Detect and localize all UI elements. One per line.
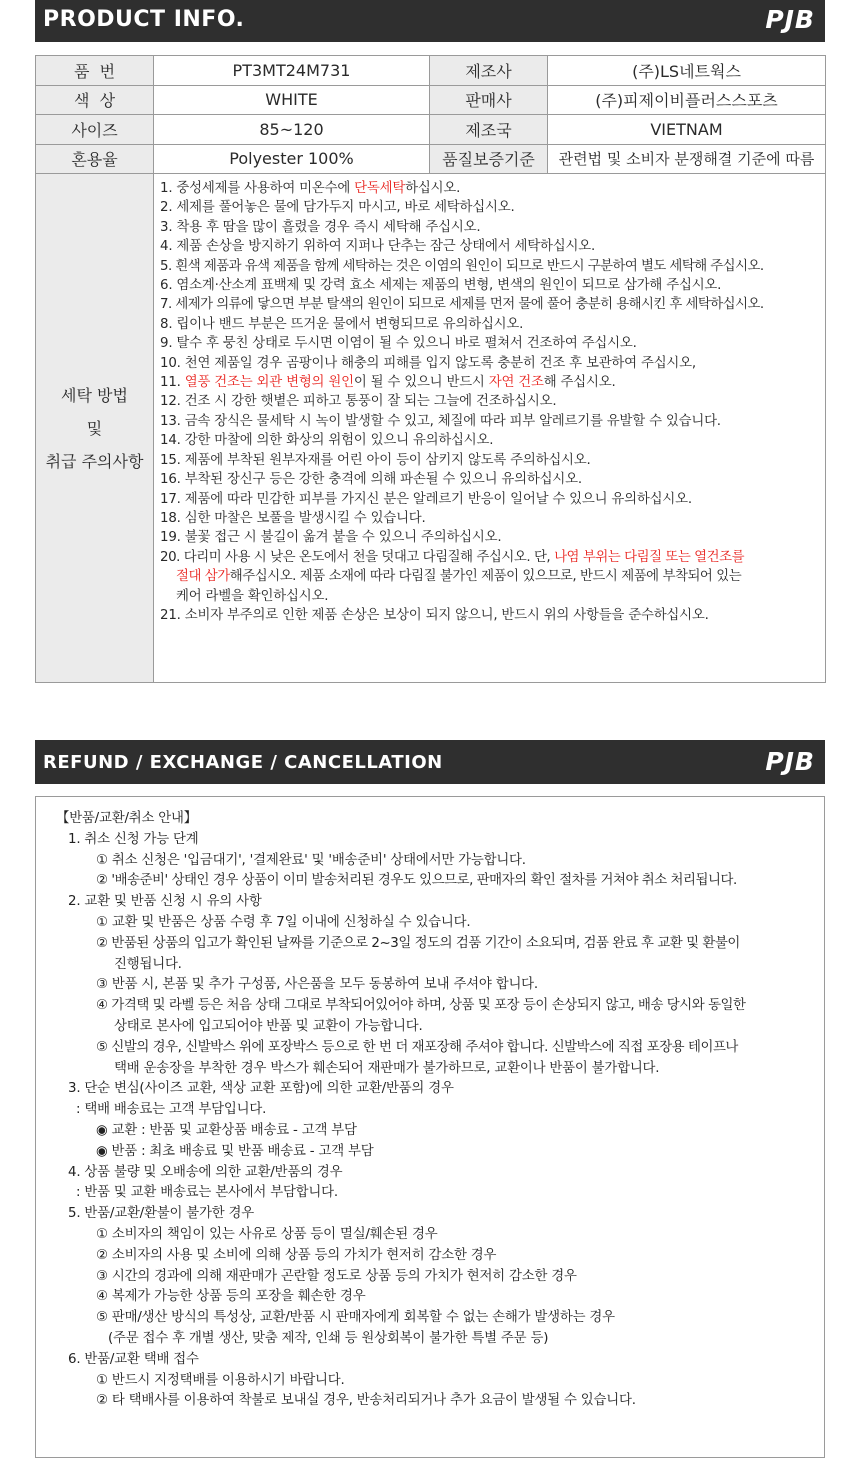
label-quality-standard: 품질보증기준: [430, 144, 548, 174]
refund-list: [56, 809, 746, 1412]
list-item: ④ 가격택 및 라벨 등은 처음 상태 그대로 부착되어있어야 하며, 상품 및 포장 등이 손상되지 않고, 배송 당시와 동일한: [96, 998, 746, 1014]
refund-title: REFUND / EXCHANGE / CANCELLATION: [43, 752, 443, 773]
table-row: [36, 115, 826, 145]
care-item-17: 17. 제품에 따라 민감한 피부를 가지신 분은 알레르기 반응이 일어날 수 있으니 유의하십시오.: [160, 491, 692, 507]
highlight-text: 나염 부위는 다림질 또는 열건조를: [554, 549, 745, 565]
care-item-18: 18. 심한 마찰은 보풀을 발생시킬 수 있습니다.: [160, 510, 426, 526]
care-item-19: 19. 불꽃 접근 시 불길이 옮겨 붙을 수 있으니 주의하십시오.: [160, 530, 502, 546]
label-country: 제조국: [430, 115, 548, 145]
refund-info-box: [35, 796, 825, 1458]
list-item: : 반품 및 교환 배송료는 본사에서 부담합니다.: [76, 1185, 338, 1201]
label-seller: 판매사: [430, 85, 548, 115]
list-item: ③ 시간의 경과에 의해 재판매가 곤란할 정도로 상품 등의 가치가 현저히 감소한 경우: [96, 1268, 577, 1284]
list-item: ① 반드시 지정택배를 이용하시기 바랍니다.: [96, 1372, 345, 1388]
list-item: : 택배 배송료는 고객 부담입니다.: [76, 1102, 267, 1118]
section-heading: 4. 상품 불량 및 오배송에 의한 교환/반품의 경우: [68, 1164, 343, 1180]
list-item: 택배 운송장을 부착한 경우 박스가 훼손되어 재판매가 불가하므로, 교환이나 반품이 불가합니다.: [114, 1060, 660, 1076]
care-item-13: 13. 금속 장식은 물세탁 시 녹이 발생할 수 있고, 체질에 따라 피부 알레르기를 유발할 수 있습니다.: [160, 413, 721, 429]
product-info-table: [35, 55, 826, 683]
care-item-16: 16. 부착된 장신구 등은 강한 충격에 의해 파손될 수 있으니 유의하십시오.: [160, 472, 582, 488]
care-item-4: 4. 제품 손상을 방지하기 위하여 지퍼나 단추는 잠근 상태에서 세탁하십시오.: [160, 239, 595, 255]
product-info-banner: [35, 0, 825, 42]
table-row: [36, 85, 826, 115]
care-item-3: 3. 착용 후 땀을 많이 흘렸을 경우 즉시 세탁해 주십시오.: [160, 219, 481, 235]
care-item-14: 14. 강한 마찰에 의한 화상의 위험이 있으니 유의하십시오.: [160, 433, 494, 449]
refund-heading: 【반품/교환/취소 안내】: [56, 811, 197, 826]
section-heading: 1. 취소 신청 가능 단계: [68, 831, 199, 847]
list-item: 상태로 본사에 입고되어야 반품 및 교환이 가능합니다.: [114, 1018, 423, 1034]
care-item-5: 5. 흰색 제품과 유색 제품을 함께 세탁하는 것은 이염의 원인이 되므로 반드시 구분하여 별도 세탁해 주십시오.: [160, 258, 764, 274]
list-item: (주문 접수 후 개별 생산, 맞춤 제작, 인쇄 등 원상회복이 불가한 특별 주문 등): [108, 1330, 549, 1346]
pjb-logo: PJB: [765, 747, 815, 776]
section-heading: 5. 반품/교환/환불이 불가한 경우: [68, 1206, 254, 1222]
list-item: ② '배송준비' 상태인 경우 상품이 이미 발송처리된 경우도 있으므로, 판매자의 확인 절차를 거쳐야 취소 처리됩니다.: [96, 873, 737, 889]
care-item-20: 20. 다리미 사용 시 낮은 온도에서 천을 덧대고 다림질해 주십시오. 단, 나염 부위는 다림질 또는 열건조를 절대 삼가해주십시오. 제품 소재에 따라 다림질 불가인 제품이 있으므로, 반드시 제품에 부착되어 있는 케어 라벨을 확인하십시오.: [160, 549, 745, 604]
care-list: [160, 179, 825, 625]
care-item-15: 15. 제품에 부착된 원부자재를 어린 아이 등이 삼키지 않도록 주의하십시오.: [160, 452, 591, 468]
care-item-6: 6. 염소계·산소계 표백제 및 강력 효소 세제는 제품의 변형, 변색의 원인이 되므로 삼가해 주십시오.: [160, 278, 722, 294]
label-product-number: 품 번: [36, 56, 154, 86]
table-row: [36, 174, 826, 683]
highlight-text: 절대 삼가: [176, 569, 230, 585]
section-heading: 3. 단순 변심(사이즈 교환, 색상 교환 포함)에 의한 교환/반품의 경우: [68, 1081, 454, 1097]
label-size: 사이즈: [36, 115, 154, 145]
care-item-2: 2. 세제를 풀어놓은 물에 담가두지 마시고, 바로 세탁하십시오.: [160, 200, 515, 216]
refund-banner: [35, 740, 825, 784]
pjb-logo: PJB: [765, 5, 815, 34]
list-item: ④ 복제가 가능한 상품 등의 포장을 훼손한 경우: [96, 1289, 366, 1305]
care-item-9: 9. 탈수 후 뭉친 상태로 두시면 이염이 될 수 있으니 바로 펼쳐서 건조하여 주십시오.: [160, 336, 637, 352]
value-quality-standard: 관련법 및 소비자 분쟁해결 기준에 따름: [548, 144, 826, 174]
value-size: 85~120: [154, 115, 430, 145]
list-item: ② 반품된 상품의 입고가 확인된 날짜를 기준으로 2~3일 정도의 검품 기간이 소요되며, 검품 완료 후 교환 및 환불이: [96, 935, 740, 951]
list-item: 진행됩니다.: [114, 956, 182, 972]
care-item-7: 7. 세제가 의류에 닿으면 부분 탈색의 원인이 되므로 세제를 먼저 물에 풀어 충분히 용해시킨 후 세탁하십시오.: [160, 297, 764, 313]
care-label-line3: 취급 주의사항: [45, 451, 144, 471]
value-country: VIETNAM: [548, 115, 826, 145]
care-instructions: [154, 174, 826, 683]
table-row: [36, 56, 826, 86]
value-seller: (주)피제이비플러스스포츠: [548, 85, 826, 115]
care-item-12: 12. 건조 시 강한 햇볕은 피하고 통풍이 잘 되는 그늘에 건조하십시오.: [160, 394, 557, 410]
value-product-number: PT3MT24M731: [154, 56, 430, 86]
product-info-title: PRODUCT INFO.: [43, 7, 245, 32]
care-item-10: 10. 천연 제품일 경우 곰팡이나 해충의 피해를 입지 않도록 충분히 건조 후 보관하여 주십시오,: [160, 355, 696, 371]
list-item: ② 소비자의 사용 및 소비에 의해 상품 등의 가치가 현저히 감소한 경우: [96, 1247, 497, 1263]
care-item-21: 21. 소비자 부주의로 인한 제품 손상은 보상이 되지 않으니, 반드시 위의 사항들을 준수하십시오.: [160, 607, 709, 623]
care-item-1: 1. 중성세제를 사용하여 미온수에 단독세탁하십시오.: [160, 181, 461, 196]
highlight-text: 열풍 건조는 외관 변형의 원인: [184, 375, 354, 391]
label-color: 색 상: [36, 85, 154, 115]
section-heading: 2. 교환 및 반품 신청 시 유의 사항: [68, 894, 262, 910]
list-item: ◉ 교환 : 반품 및 교환상품 배송료 - 고객 부담: [96, 1122, 357, 1138]
care-label: [36, 174, 154, 683]
care-item-8: 8. 립이나 밴드 부분은 뜨거운 물에서 변형되므로 유의하십시오.: [160, 316, 524, 332]
value-manufacturer: (주)LS네트웍스: [548, 56, 826, 86]
list-item: ① 교환 및 반품은 상품 수령 후 7일 이내에 신청하실 수 있습니다.: [96, 914, 471, 930]
section-heading: 6. 반품/교환 택배 접수: [68, 1351, 199, 1367]
label-manufacturer: 제조사: [430, 56, 548, 86]
list-item: ③ 반품 시, 본품 및 추가 구성품, 사은품을 모두 동봉하여 보내 주셔야 합니다.: [96, 977, 538, 993]
care-item-11: 11. 열풍 건조는 외관 변형의 원인이 될 수 있으니 반드시 자연 건조해 주십시오.: [160, 375, 616, 391]
table-row: [36, 144, 826, 174]
highlight-text: 단독세탁: [354, 181, 406, 196]
highlight-text: 자연 건조: [488, 375, 544, 391]
list-item: ② 타 택배사를 이용하여 착불로 보내실 경우, 반송처리되거나 추가 요금이 발생될 수 있습니다.: [96, 1393, 636, 1409]
label-material: 혼용율: [36, 144, 154, 174]
value-color: WHITE: [154, 85, 430, 115]
care-label-line2: 및: [86, 418, 103, 438]
value-material: Polyester 100%: [154, 144, 430, 174]
list-item: ① 소비자의 책임이 있는 사유로 상품 등이 멸실/훼손된 경우: [96, 1226, 438, 1242]
list-item: ⑤ 판매/생산 방식의 특성상, 교환/반품 시 판매자에게 회복할 수 없는 손해가 발생하는 경우: [96, 1310, 615, 1326]
list-item: ⑤ 신발의 경우, 신발박스 위에 포장박스 등으로 한 번 더 재포장해 주셔야 합니다. 신발박스에 직접 포장용 테이프나: [96, 1039, 738, 1055]
care-label-line1: 세탁 방법: [61, 385, 128, 405]
list-item: ① 취소 신청은 '입금대기', '결제완료' 및 '배송준비' 상태에서만 가능합니다.: [96, 852, 526, 868]
list-item: ◉ 반품 : 최초 배송료 및 반품 배송료 - 고객 부담: [96, 1143, 374, 1159]
